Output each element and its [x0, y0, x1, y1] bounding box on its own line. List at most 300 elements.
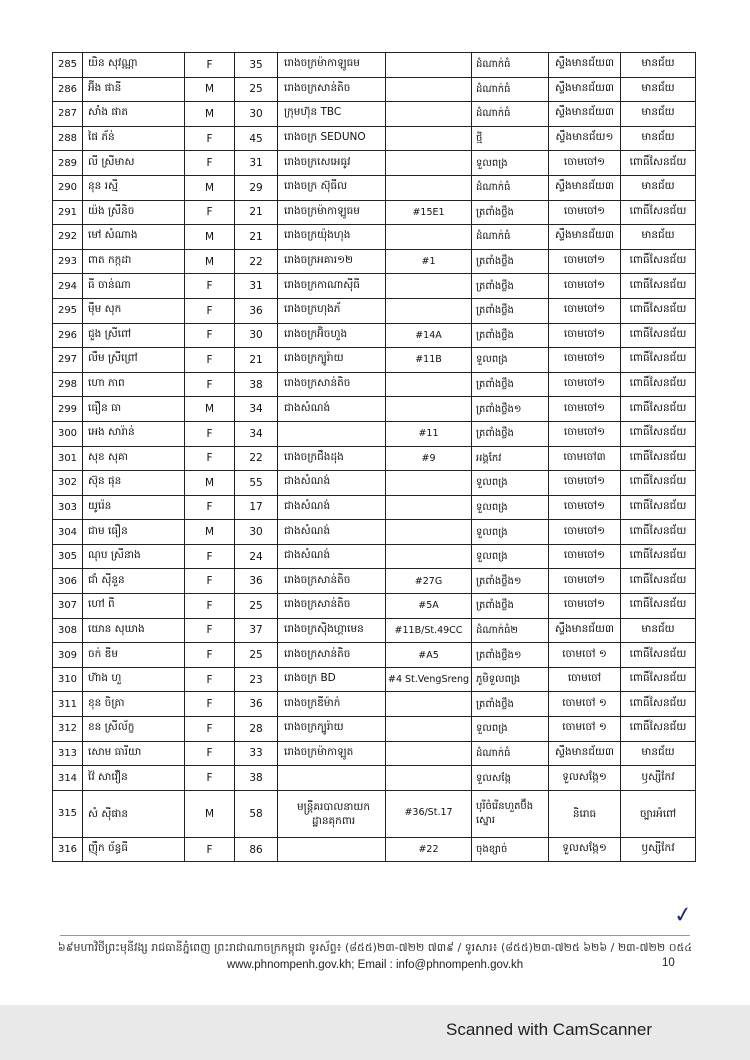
workplace-cell: រោងចក្រកាណាស៊ីធី	[278, 274, 386, 299]
table-row	[53, 298, 696, 323]
workplace-cell: រោងចក្រសាន់តិច	[278, 569, 386, 594]
sangkat-cell: ចោមចៅ១	[549, 471, 621, 496]
village-cell: ដំណាក់ធំ	[472, 225, 549, 250]
sangkat-cell: ចោមចៅ ១	[549, 717, 621, 742]
sex-cell: F	[185, 274, 235, 299]
row-number-cell: 286	[53, 77, 83, 102]
age-cell: 21	[235, 200, 278, 225]
footer-divider	[60, 935, 690, 936]
row-number-cell: 310	[53, 667, 83, 692]
sex-cell: M	[185, 102, 235, 127]
sex-cell: M	[185, 471, 235, 496]
village-cell: ដំណាក់ធំ	[472, 77, 549, 102]
house-number-cell: #15E1	[386, 200, 472, 225]
table-row	[53, 837, 696, 862]
sex-cell: M	[185, 790, 235, 837]
age-cell: 30	[235, 323, 278, 348]
person-name-cell: វ៉ៃ សាវឿន	[83, 766, 185, 791]
sex-cell: F	[185, 421, 235, 446]
village-cell: ត្រពាំងថ្លឹង១	[472, 643, 549, 668]
workplace-cell: ជាងសំណង់	[278, 471, 386, 496]
village-cell: ត្រពាំងថ្លឹង១	[472, 569, 549, 594]
table-row	[53, 790, 696, 837]
workplace-cell: រោងចក្រហុងភ័	[278, 298, 386, 323]
table-row	[53, 102, 696, 127]
person-name-cell: សាំង ផាត	[83, 102, 185, 127]
row-number-cell: 311	[53, 692, 83, 717]
sex-cell: F	[185, 372, 235, 397]
village-cell: ដំណាក់ធំ២	[472, 618, 549, 643]
sex-cell: F	[185, 643, 235, 668]
sangkat-cell: ស្ទឹងមានជ័យ៣	[549, 225, 621, 250]
age-cell: 31	[235, 274, 278, 299]
village-cell: ចុងខ្សាច់	[472, 837, 549, 862]
house-number-cell: #4 St.VengSreng	[386, 667, 472, 692]
sex-cell: F	[185, 53, 235, 78]
row-number-cell: 315	[53, 790, 83, 837]
village-cell: ត្រពាំងថ្លឹង	[472, 298, 549, 323]
sex-cell: F	[185, 569, 235, 594]
age-cell: 22	[235, 446, 278, 471]
house-number-cell	[386, 53, 472, 78]
house-number-cell	[386, 126, 472, 151]
row-number-cell: 289	[53, 151, 83, 176]
workplace-cell	[278, 837, 386, 862]
house-number-cell: #1	[386, 249, 472, 274]
person-name-cell: ជាំ ស៊ីនួន	[83, 569, 185, 594]
table-row	[53, 323, 696, 348]
age-cell: 23	[235, 667, 278, 692]
sangkat-cell: ចោមចៅ១	[549, 372, 621, 397]
row-number-cell: 312	[53, 717, 83, 742]
workplace-cell: រោងចក្រសេអេធូវ	[278, 151, 386, 176]
house-number-cell: #36/St.17	[386, 790, 472, 837]
workplace-cell: រោងចក្រម៉ាកាឡូត	[278, 741, 386, 766]
sex-cell: F	[185, 151, 235, 176]
table-row	[53, 225, 696, 250]
age-cell: 38	[235, 372, 278, 397]
row-number-cell: 287	[53, 102, 83, 127]
workplace-cell: រោងចក្រសាន់តិច	[278, 372, 386, 397]
row-number-cell: 290	[53, 175, 83, 200]
table-row	[53, 766, 696, 791]
sex-cell: F	[185, 741, 235, 766]
khan-cell: ពោធិ៍សែនជ័យ	[621, 667, 696, 692]
table-row	[53, 421, 696, 446]
workplace-cell: មន្ត្រីគរបាលនាយកដ្ឋានគុកពារ	[278, 790, 386, 837]
age-cell: 55	[235, 471, 278, 496]
sangkat-cell: ស្ទឹងមានជ័យ១	[549, 126, 621, 151]
sex-cell: M	[185, 397, 235, 422]
sangkat-cell: ចោមចៅ១	[549, 569, 621, 594]
age-cell: 36	[235, 569, 278, 594]
village-cell: ថ្មី	[472, 126, 549, 151]
khan-cell: មានជ័យ	[621, 741, 696, 766]
sex-cell: F	[185, 717, 235, 742]
workplace-cell: ក្រុមហ៊ុន TBC	[278, 102, 386, 127]
khan-cell: ពោធិ៍សែនជ័យ	[621, 151, 696, 176]
workplace-cell: រោងចក្រសាន់តិច	[278, 594, 386, 619]
workplace-cell: រោងចក្រ SEDUNO	[278, 126, 386, 151]
person-name-cell: ផៃ ភ័ន់	[83, 126, 185, 151]
village-cell: ទួលពង្រ	[472, 151, 549, 176]
village-cell: ទួលពង្រ	[472, 520, 549, 545]
house-number-cell	[386, 471, 472, 496]
house-number-cell: #11	[386, 421, 472, 446]
sex-cell: F	[185, 766, 235, 791]
workplace-cell: រោងចក្រអ៊ិចហួង	[278, 323, 386, 348]
workplace-cell: រោងចក្រម៉ាកាឡូធម	[278, 200, 386, 225]
age-cell: 31	[235, 151, 278, 176]
khan-cell: ឫស្សីកែវ	[621, 837, 696, 862]
khan-cell: ពោធិ៍សែនជ័យ	[621, 569, 696, 594]
workplace-cell: រោងចក្រឌីម៉ាក់	[278, 692, 386, 717]
age-cell: 28	[235, 717, 278, 742]
sangkat-cell: ស្ទឹងមានជ័យ៣	[549, 102, 621, 127]
records-table	[52, 52, 696, 862]
page-number: 10	[662, 957, 675, 969]
house-number-cell	[386, 102, 472, 127]
person-name-cell: ខន ស្រីល័ក្ខ	[83, 717, 185, 742]
table-row	[53, 569, 696, 594]
village-cell: ត្រពាំងថ្លឹង	[472, 594, 549, 619]
sangkat-cell: ស្ទឹងមានជ័យ៣	[549, 175, 621, 200]
row-number-cell: 314	[53, 766, 83, 791]
khan-cell: ឫស្សីកែវ	[621, 766, 696, 791]
sangkat-cell: ចោមចៅ១	[549, 594, 621, 619]
age-cell: 38	[235, 766, 278, 791]
row-number-cell: 296	[53, 323, 83, 348]
age-cell: 24	[235, 544, 278, 569]
table-row	[53, 495, 696, 520]
person-name-cell: មៅ សំណាង	[83, 225, 185, 250]
person-name-cell: លឹម ស្រីព្រៅ	[83, 348, 185, 373]
table-row	[53, 544, 696, 569]
sangkat-cell: ចោមចៅ១	[549, 298, 621, 323]
row-number-cell: 292	[53, 225, 83, 250]
khan-cell: ពោធិ៍សែនជ័យ	[621, 274, 696, 299]
house-number-cell: #A5	[386, 643, 472, 668]
row-number-cell: 299	[53, 397, 83, 422]
house-number-cell: #22	[386, 837, 472, 862]
sangkat-cell: ចោមចៅ១	[549, 200, 621, 225]
sangkat-cell: ទួលសង្កែ១	[549, 837, 621, 862]
sex-cell: F	[185, 200, 235, 225]
khan-cell: ពោធិ៍សែនជ័យ	[621, 249, 696, 274]
person-name-cell: ធឿន ធា	[83, 397, 185, 422]
village-cell: ទួលពង្រ	[472, 495, 549, 520]
khan-cell: ពោធិ៍សែនជ័យ	[621, 372, 696, 397]
table-row	[53, 397, 696, 422]
age-cell: 86	[235, 837, 278, 862]
age-cell: 36	[235, 692, 278, 717]
table-row	[53, 618, 696, 643]
sangkat-cell: ចោមចៅ៣	[549, 446, 621, 471]
row-number-cell: 301	[53, 446, 83, 471]
house-number-cell	[386, 77, 472, 102]
house-number-cell: #11B/St.49CC	[386, 618, 472, 643]
row-number-cell: 294	[53, 274, 83, 299]
row-number-cell: 297	[53, 348, 83, 373]
house-number-cell	[386, 298, 472, 323]
village-cell: ទួលពង្រ	[472, 471, 549, 496]
house-number-cell	[386, 717, 472, 742]
sangkat-cell: ចោមចៅ	[549, 667, 621, 692]
person-name-cell: ចក់ ឌីម	[83, 643, 185, 668]
age-cell: 30	[235, 102, 278, 127]
sex-cell: M	[185, 225, 235, 250]
khan-cell: ពោធិ៍សែនជ័យ	[621, 495, 696, 520]
khan-cell: មានជ័យ	[621, 77, 696, 102]
sangkat-cell: ស្ទឹងមានជ័យ៣	[549, 741, 621, 766]
khan-cell: ពោធិ៍សែនជ័យ	[621, 446, 696, 471]
village-cell: ត្រពាំងថ្លឹង	[472, 249, 549, 274]
person-name-cell: យ៉ង ស្រីនិច	[83, 200, 185, 225]
village-cell: ត្រពាំងថ្លឹង	[472, 692, 549, 717]
village-cell: ដំណាក់ធំ	[472, 102, 549, 127]
sex-cell: F	[185, 495, 235, 520]
row-number-cell: 305	[53, 544, 83, 569]
sangkat-cell: ចោមចៅ១	[549, 249, 621, 274]
row-number-cell: 306	[53, 569, 83, 594]
house-number-cell	[386, 175, 472, 200]
person-name-cell: ជាម ធឿន	[83, 520, 185, 545]
workplace-cell: រោងចក្រសាន់តិច	[278, 77, 386, 102]
house-number-cell	[386, 495, 472, 520]
table-row	[53, 348, 696, 373]
row-number-cell: 309	[53, 643, 83, 668]
house-number-cell	[386, 151, 472, 176]
table-row	[53, 77, 696, 102]
khan-cell: ពោធិ៍សែនជ័យ	[621, 397, 696, 422]
khan-cell: ពោធិ៍សែនជ័យ	[621, 692, 696, 717]
age-cell: 25	[235, 594, 278, 619]
table-row	[53, 594, 696, 619]
scanner-watermark: Scanned with CamScanner	[446, 1020, 653, 1039]
khan-cell: ពោធិ៍សែនជ័យ	[621, 717, 696, 742]
khan-cell: មានជ័យ	[621, 126, 696, 151]
person-name-cell: ធី ចាន់ណា	[83, 274, 185, 299]
sangkat-cell: ចោមចៅ ១	[549, 692, 621, 717]
age-cell: 25	[235, 77, 278, 102]
person-name-cell: ជួង ស្រីពៅ	[83, 323, 185, 348]
workplace-cell	[278, 766, 386, 791]
sangkat-cell: ចោមចៅ១	[549, 421, 621, 446]
age-cell: 58	[235, 790, 278, 837]
khan-cell: ពោធិ៍សែនជ័យ	[621, 594, 696, 619]
age-cell: 35	[235, 53, 278, 78]
sex-cell: F	[185, 323, 235, 348]
house-number-cell: #9	[386, 446, 472, 471]
person-name-cell: ហៅ ពី	[83, 594, 185, 619]
village-cell: ទួលពង្រ	[472, 717, 549, 742]
khan-cell: មានជ័យ	[621, 225, 696, 250]
village-cell: ទួលពង្រ	[472, 348, 549, 373]
workplace-cell: ជាងសំណង់	[278, 544, 386, 569]
person-name-cell: យូរ៉េន	[83, 495, 185, 520]
sangkat-cell: ចោមចៅ១	[549, 520, 621, 545]
table-row	[53, 249, 696, 274]
sangkat-cell: ចោមចៅ ១	[549, 643, 621, 668]
table-row	[53, 692, 696, 717]
row-number-cell: 304	[53, 520, 83, 545]
house-number-cell	[386, 766, 472, 791]
village-cell: បុរីចំរើនហួតប៊ឹងស្នោរ	[472, 790, 549, 837]
workplace-cell: ជាងសំណង់	[278, 397, 386, 422]
row-number-cell: 303	[53, 495, 83, 520]
person-name-cell: សំ ស៊ីផាន	[83, 790, 185, 837]
age-cell: 45	[235, 126, 278, 151]
row-number-cell: 302	[53, 471, 83, 496]
age-cell: 30	[235, 520, 278, 545]
house-number-cell: #27G	[386, 569, 472, 594]
sangkat-cell: ស្ទឹងមានជ័យ៣	[549, 77, 621, 102]
row-number-cell: 298	[53, 372, 83, 397]
table-row	[53, 53, 696, 78]
sex-cell: M	[185, 249, 235, 274]
table-row	[53, 667, 696, 692]
workplace-cell: ជាងសំណង់	[278, 520, 386, 545]
age-cell: 29	[235, 175, 278, 200]
age-cell: 17	[235, 495, 278, 520]
workplace-cell: រោងចក្រជឹងដុង	[278, 446, 386, 471]
table-row	[53, 446, 696, 471]
khan-cell: ពោធិ៍សែនជ័យ	[621, 471, 696, 496]
sangkat-cell: ស្ទឹងមានជ័យ៣	[549, 618, 621, 643]
workplace-cell: រោងចក្រក្បូរ៉ាយ	[278, 717, 386, 742]
khan-cell: ពោធិ៍សែនជ័យ	[621, 348, 696, 373]
row-number-cell: 308	[53, 618, 83, 643]
age-cell: 25	[235, 643, 278, 668]
sex-cell: F	[185, 837, 235, 862]
house-number-cell	[386, 544, 472, 569]
village-cell: ដំណាក់ធំ	[472, 53, 549, 78]
house-number-cell: #5A	[386, 594, 472, 619]
table-row	[53, 741, 696, 766]
workplace-cell: រោងចក្រ BD	[278, 667, 386, 692]
row-number-cell: 291	[53, 200, 83, 225]
sangkat-cell: ចោមចៅ១	[549, 151, 621, 176]
workplace-cell: រោងចក្រក្បូរ៉ាយ	[278, 348, 386, 373]
table-row	[53, 471, 696, 496]
row-number-cell: 285	[53, 53, 83, 78]
house-number-cell: #11B	[386, 348, 472, 373]
house-number-cell	[386, 520, 472, 545]
khan-cell: ពោធិ៍សែនជ័យ	[621, 298, 696, 323]
age-cell: 34	[235, 397, 278, 422]
person-name-cell: អ៊ីង ផានី	[83, 77, 185, 102]
sex-cell: F	[185, 446, 235, 471]
row-number-cell: 313	[53, 741, 83, 766]
table-row	[53, 520, 696, 545]
age-cell: 37	[235, 618, 278, 643]
records-table-body	[53, 53, 696, 862]
age-cell: 33	[235, 741, 278, 766]
age-cell: 21	[235, 348, 278, 373]
person-name-cell: សុខ សុគា	[83, 446, 185, 471]
sex-cell: M	[185, 77, 235, 102]
footer-web-email: www.phnompenh.gov.kh; Email : info@phnompenh.gov.kh	[226, 959, 524, 971]
house-number-cell	[386, 372, 472, 397]
village-cell: ទួលសង្កែ	[472, 766, 549, 791]
khan-cell: មានជ័យ	[621, 53, 696, 78]
village-cell: ដំណាក់ធំ	[472, 175, 549, 200]
sangkat-cell: ចោមចៅ១	[549, 397, 621, 422]
village-cell: ត្រពាំងថ្លឹង	[472, 372, 549, 397]
age-cell: 22	[235, 249, 278, 274]
handwritten-check-mark: ✓	[672, 901, 695, 930]
sangkat-cell: ចោមចៅ១	[549, 544, 621, 569]
person-name-cell: ញ៉ឹក ច័ន្ធធី	[83, 837, 185, 862]
sex-cell: F	[185, 594, 235, 619]
village-cell: ត្រពាំងថ្លឹង	[472, 274, 549, 299]
sex-cell: F	[185, 126, 235, 151]
sangkat-cell: ចោមចៅ១	[549, 495, 621, 520]
row-number-cell: 307	[53, 594, 83, 619]
sex-cell: F	[185, 618, 235, 643]
sangkat-cell: ទួលសង្កែ១	[549, 766, 621, 791]
khan-cell: មានជ័យ	[621, 618, 696, 643]
workplace-cell: រោងចក្រសាន់តិច	[278, 643, 386, 668]
person-name-cell: លី ស្រីមាស	[83, 151, 185, 176]
sex-cell: M	[185, 520, 235, 545]
khan-cell: ពោធិ៍សែនជ័យ	[621, 200, 696, 225]
house-number-cell	[386, 397, 472, 422]
sex-cell: M	[185, 175, 235, 200]
person-name-cell: សោម ធារីយា	[83, 741, 185, 766]
row-number-cell: 295	[53, 298, 83, 323]
sangkat-cell: ស្ទឹងមានជ័យ៣	[549, 53, 621, 78]
village-cell: ត្រពាំងថ្លឹង	[472, 421, 549, 446]
person-name-cell: នុន រស្មី	[83, 175, 185, 200]
person-name-cell: ម៉ឹម សុក	[83, 298, 185, 323]
workplace-cell: រោងចក្រអគារ១២	[278, 249, 386, 274]
khan-cell: ច្បារអំពៅ	[621, 790, 696, 837]
person-name-cell: ណុប ស្រីនាង	[83, 544, 185, 569]
khan-cell: ពោធិ៍សែនជ័យ	[621, 544, 696, 569]
person-name-cell: យិន សុវណ្ណា	[83, 53, 185, 78]
khan-cell: មានជ័យ	[621, 175, 696, 200]
sangkat-cell: ចោមចៅ១	[549, 323, 621, 348]
workplace-cell: ជាងសំណង់	[278, 495, 386, 520]
age-cell: 34	[235, 421, 278, 446]
house-number-cell	[386, 274, 472, 299]
village-cell: អង្គកែវ	[472, 446, 549, 471]
age-cell: 21	[235, 225, 278, 250]
khan-cell: ពោធិ៍សែនជ័យ	[621, 421, 696, 446]
workplace-cell: រោងចក្រស៊ិងហ្គាមេន	[278, 618, 386, 643]
village-cell: ត្រពាំងថ្លឹង	[472, 200, 549, 225]
workplace-cell: រោងចក្រយ៉ុងហុង	[278, 225, 386, 250]
person-name-cell: ស៊ុន ផុន	[83, 471, 185, 496]
village-cell: ភូមិទួលពង្រ	[472, 667, 549, 692]
person-name-cell: អេង សារ៉ាន់	[83, 421, 185, 446]
table-row	[53, 274, 696, 299]
sangkat-cell: ចោមចៅ១	[549, 274, 621, 299]
sex-cell: F	[185, 692, 235, 717]
person-name-cell: ពាត កក្កដា	[83, 249, 185, 274]
khan-cell: ពោធិ៍សែនជ័យ	[621, 520, 696, 545]
sex-cell: F	[185, 544, 235, 569]
village-cell: ត្រពាំងថ្លឹង១	[472, 397, 549, 422]
table-row	[53, 372, 696, 397]
sex-cell: F	[185, 298, 235, 323]
person-name-cell: ខុន ចិត្រា	[83, 692, 185, 717]
person-name-cell: ហោ ភាព	[83, 372, 185, 397]
house-number-cell	[386, 225, 472, 250]
footer-address: ៦៩មហាវិថីព្រះមុនីវង្ស រាជធានីភ្នំពេញ ព្រះរាជាណាចក្រកម្ពុជា ទូរស័ព្ទ៖ (៨៥៥)២៣-៧២២ ៧៣៩ / ទូរសារ៖ (៨៥៥)២៣-៧២៥ ៦២៦ / ២៣-៧២២ ០៥៤	[57, 941, 693, 954]
village-cell: ដំណាក់ធំ	[472, 741, 549, 766]
